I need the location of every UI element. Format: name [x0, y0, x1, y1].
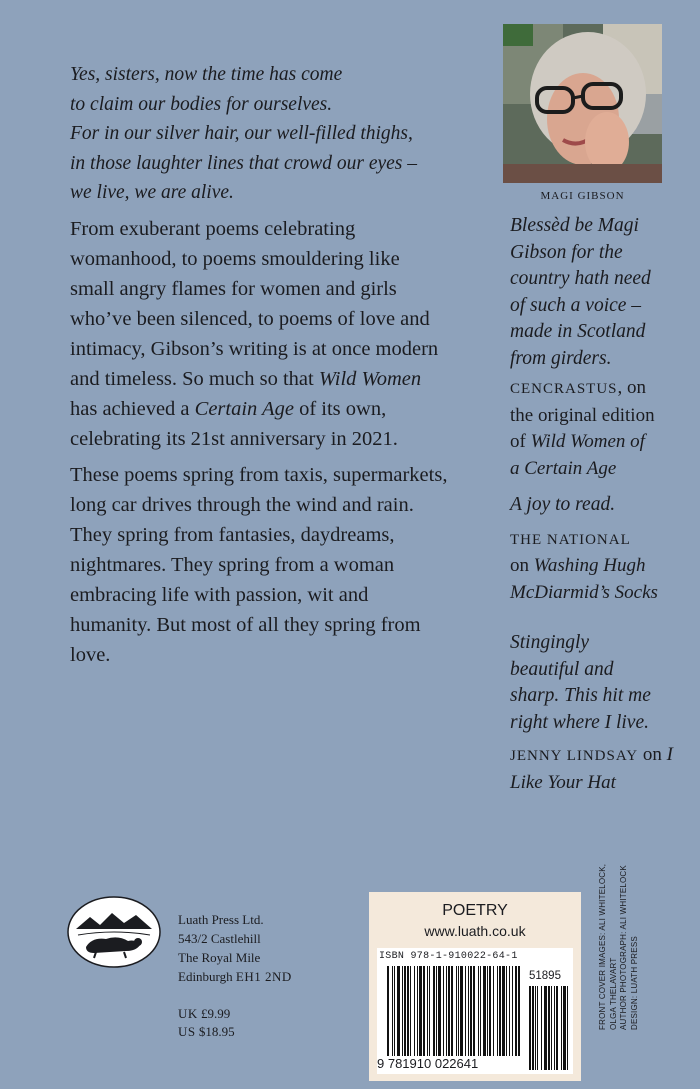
barcode-bar [387, 966, 389, 1056]
price-region: US [178, 1024, 196, 1039]
barcode-bar [460, 966, 463, 1056]
address-line: 543/2 Castlehill [178, 931, 261, 946]
barcode-bar [397, 966, 400, 1056]
barcode-bar [548, 986, 550, 1070]
quote-line: made in Scotland [510, 321, 646, 342]
barcode-bar [483, 966, 486, 1056]
blurb-line: These poems spring from taxis, supermarkets, [70, 464, 448, 486]
blurb-line: womanhood, to poems smouldering like [70, 248, 400, 270]
blurb-line: intimacy, Gibson’s writing is at once modern [70, 338, 439, 360]
barcode-bar [489, 966, 491, 1056]
barcode-bar [567, 986, 568, 1070]
barcode-bar [532, 986, 534, 1070]
price-value: $18.95 [198, 1024, 235, 1039]
quote-line: from girders. [510, 347, 612, 369]
blurb-line: who’ve been silenced, to poems of love and [70, 308, 430, 330]
epigraph-line: For in our silver hair, our well-filled thighs, [70, 123, 413, 144]
barcode-bar [509, 966, 510, 1056]
quote-line: of such a voice – [510, 294, 642, 316]
barcode-digits: 9 781910 022641 [377, 1056, 479, 1071]
barcode-bar [410, 966, 411, 1056]
website-url: www.luath.co.uk [424, 923, 526, 939]
attribution-text: of [510, 431, 531, 452]
attribution-text: the original edition [510, 404, 655, 426]
book-title: Like Your Hat [510, 771, 616, 793]
review-quote-1 [510, 213, 695, 482]
barcode-bar [512, 966, 513, 1056]
book-title: a Certain Age [510, 457, 617, 479]
book-title: I [666, 744, 673, 765]
epigraph-line: Yes, sisters, now the time has come [70, 64, 343, 85]
book-title: Washing Hugh [533, 555, 646, 576]
barcode-bar [541, 986, 542, 1070]
publisher-logo [66, 895, 162, 969]
credit-line: AUTHOR PHOTOGRAPH: ALI WHITELOCK [619, 865, 628, 1030]
credit-line: OLGA THELAVART [608, 957, 618, 1030]
barcode-bar [451, 966, 453, 1056]
blurb-text: and timeless. So much so that [70, 368, 319, 390]
barcode-bar [563, 986, 566, 1070]
barcode-bar [414, 966, 415, 1056]
blurb-line [70, 394, 490, 424]
attribution-text: on [638, 744, 667, 765]
address-postcode: EH1 2ND [235, 969, 292, 984]
epigraph [70, 60, 470, 208]
author-photo [503, 24, 662, 183]
quote-line: right where I live. [510, 711, 649, 733]
quote-line: Gibson for the [510, 241, 623, 263]
blurb-line: love. [70, 644, 111, 666]
blurb-paragraph-1 [70, 214, 490, 454]
isbn-number: ISBN 978-1-910022-64-1 [379, 951, 518, 962]
cover-credits [598, 864, 640, 1030]
quote-source: JENNY LINDSAY [510, 748, 639, 764]
blurb-line: long car drives through the wind and rain. [70, 494, 414, 516]
price-region: UK [178, 1006, 198, 1021]
quote-line: beautiful and [510, 658, 614, 680]
quote-line: sharp. This hit me [510, 685, 651, 706]
quote-line: A joy to read. [510, 494, 616, 515]
barcode-panel [369, 892, 581, 1081]
review-quote-3 [510, 630, 695, 796]
blurb-line [70, 364, 490, 394]
barcode-bar [419, 966, 422, 1056]
price-code: 51895 [529, 970, 561, 982]
quote-line: Blessèd be Magi [510, 215, 639, 236]
barcode-bar [392, 966, 393, 1056]
barcode-bar [473, 966, 475, 1056]
barcode-bar [561, 986, 562, 1070]
blurb-line: From exuberant poems celebrating [70, 218, 356, 240]
barcode-bar [502, 966, 505, 1056]
quote-text [510, 213, 695, 372]
epigraph-line: to claim our bodies for ourselves. [70, 93, 333, 115]
credit-line: DESIGN: LUATH PRESS [629, 936, 639, 1030]
barcode-bar [465, 966, 466, 1056]
barcode-bar [433, 966, 435, 1056]
barcode-bar [429, 966, 430, 1056]
review-quote-2 [510, 492, 695, 606]
barcode-bar [394, 966, 395, 1056]
barcode-bar [535, 986, 536, 1070]
barcode-bar [438, 966, 441, 1056]
barcode-bar [556, 986, 558, 1070]
address-line: The Royal Mile [178, 950, 261, 965]
book-title: Wild Women [318, 368, 422, 390]
barcode-bar [458, 966, 459, 1056]
barcode-bar [407, 966, 409, 1056]
barcode-bar [487, 966, 488, 1056]
barcode-bar [456, 966, 457, 1056]
quote-source: THE NATIONAL [510, 531, 631, 548]
barcode-bar [446, 966, 447, 1056]
barcode-bar [544, 986, 547, 1070]
blurb-line: embracing life with passion, wit and [70, 584, 369, 606]
photo-caption: MAGI GIBSON [540, 190, 625, 202]
book-title: McDiarmid’s Socks [510, 581, 658, 603]
blurb-line: They spring from fantasies, daydreams, [70, 524, 395, 546]
quote-line: country hath need [510, 268, 651, 289]
barcode-bar [493, 966, 494, 1056]
book-title: Wild Women of [530, 431, 645, 452]
publisher-name: Luath Press Ltd. [178, 912, 264, 927]
barcode-bar [515, 966, 517, 1056]
barcode-bar [506, 966, 507, 1056]
blurb-text: has achieved a [70, 398, 195, 420]
price-list [178, 1005, 235, 1041]
barcode-bar [478, 966, 479, 1056]
quote-attribution [510, 742, 695, 796]
quote-text [510, 630, 695, 736]
barcode-bar [448, 966, 450, 1056]
category-label: POETRY [442, 902, 508, 919]
blurb-text: of its own, [293, 398, 387, 420]
blurb-line: small angry flames for women and girls [70, 278, 397, 300]
attribution-text: , on [617, 377, 647, 398]
barcode-bar [436, 966, 437, 1056]
blurb-paragraph-2 [70, 460, 490, 670]
address-city: Edinburgh [178, 969, 233, 984]
blurb-line: celebrating its 21st anniversary in 2021. [70, 428, 398, 450]
quote-text [510, 492, 695, 519]
barcode-bar [551, 986, 552, 1070]
barcode-bar [423, 966, 425, 1056]
barcode-bar [499, 966, 501, 1056]
barcode-bar [470, 966, 472, 1056]
barcode-bar [529, 986, 531, 1070]
barcode-bar [404, 966, 406, 1056]
barcode-box [377, 948, 573, 1074]
epigraph-line: we live, we are alive. [70, 182, 234, 203]
blurb-line: nightmares. They spring from a woman [70, 554, 395, 576]
barcode-bar [497, 966, 498, 1056]
quote-line: Stingingly [510, 632, 590, 653]
publisher-address [178, 910, 292, 986]
barcode-bar [554, 986, 555, 1070]
blurb-line: humanity. But most of all they spring from [70, 614, 421, 636]
barcode-bar [427, 966, 428, 1056]
barcode-bar [468, 966, 469, 1056]
barcode-bar [480, 966, 481, 1056]
barcode-bar [518, 966, 520, 1056]
price-value: £9.99 [201, 1006, 231, 1021]
barcode-bar [417, 966, 418, 1056]
barcode-bar [402, 966, 403, 1056]
quote-attribution [510, 527, 695, 607]
barcode-bar [443, 966, 444, 1056]
book-title: Certain Age [194, 398, 294, 420]
credit-line: FRONT COVER IMAGES: ALI WHITELOCK, [598, 863, 607, 1030]
epigraph-line: in those laughter lines that crowd our eyes – [70, 152, 417, 174]
quote-attribution [510, 375, 695, 482]
barcode-bar [537, 986, 538, 1070]
quote-source: CENCRASTUS [510, 381, 618, 397]
attribution-text: on [510, 555, 534, 576]
